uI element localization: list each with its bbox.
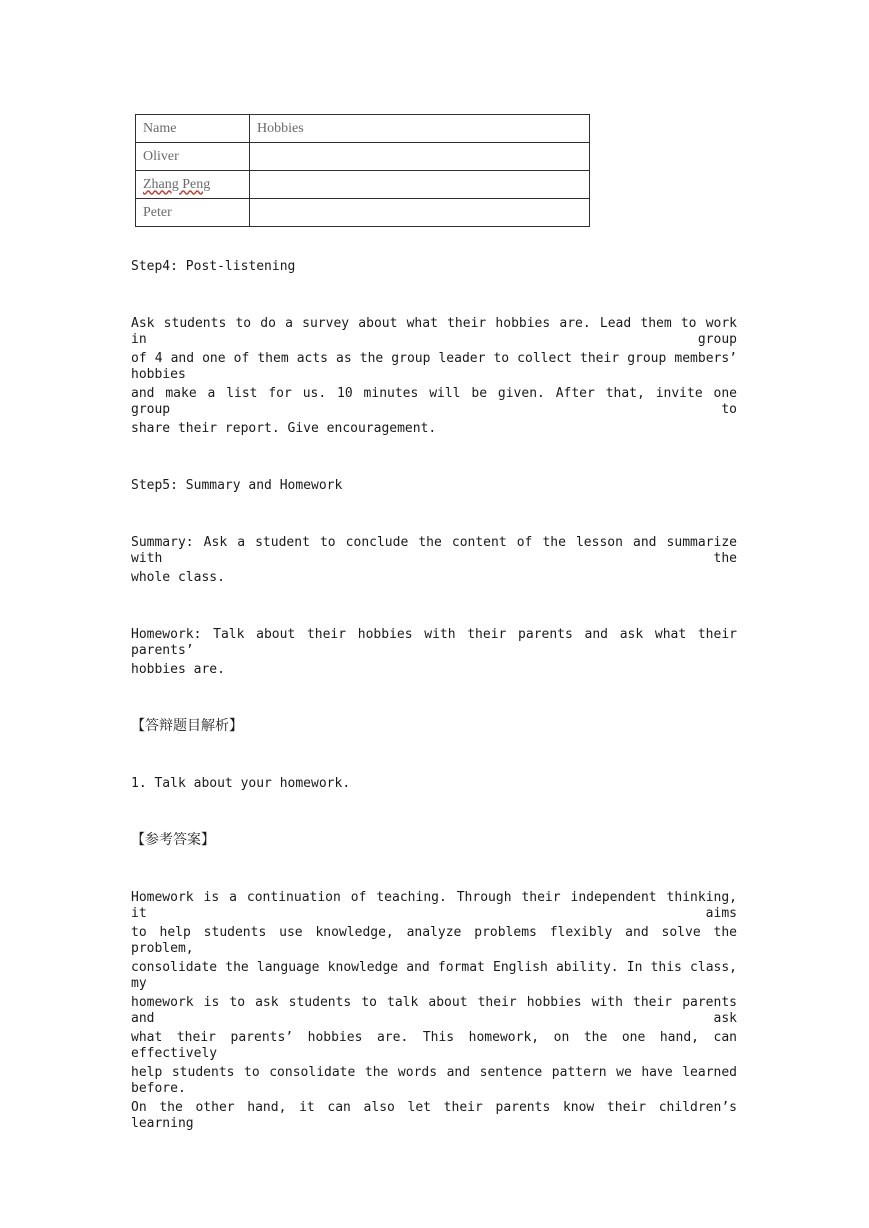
- table-row: [136, 199, 590, 227]
- paragraph-line: of 4 and one of them acts as the group leader to collect their group members’ hobbies: [131, 351, 737, 382]
- paragraph-line: Summary: Ask a student to conclude the content of the lesson and summarize with the: [131, 535, 737, 566]
- table-header-row: [136, 115, 590, 143]
- table-cell-name: Peter: [136, 199, 250, 227]
- table-cell-hobbies: [250, 171, 590, 199]
- table-header-cell: Hobbies: [250, 115, 590, 143]
- step4-heading: Step4: Post-listening: [131, 259, 296, 274]
- paragraph-line: Ask students to do a survey about what their hobbies are. Lead them to work in group: [131, 316, 737, 347]
- table-cell-name: [136, 171, 250, 199]
- hobby-survey-table: [135, 114, 590, 227]
- table-cell-hobbies: [250, 199, 590, 227]
- defense-question: 1. Talk about your homework.: [131, 776, 351, 791]
- paragraph-line: homework is to ask students to talk about their hobbies with their parents and ask: [131, 995, 737, 1026]
- paragraph-line: hobbies are.: [131, 662, 225, 677]
- paragraph-line: consolidate the language knowledge and format English ability. In this class, my: [131, 960, 737, 991]
- paragraph-line: share their report. Give encouragement.: [131, 421, 437, 436]
- paragraph-line: help students to consolidate the words and sentence pattern we have learned before.: [131, 1065, 737, 1096]
- paragraph-line: to help students use knowledge, analyze problems flexibly and solve the problem,: [131, 925, 737, 956]
- step5-heading: Step5: Summary and Homework: [131, 478, 343, 493]
- table-row: [136, 171, 590, 199]
- answer-heading: 【参考答案】: [131, 832, 215, 848]
- table-cell-hobbies: [250, 143, 590, 171]
- table-header-cell: Name: [136, 115, 250, 143]
- paragraph-line: what their parents’ hobbies are. This homework, on the one hand, can effectively: [131, 1030, 737, 1061]
- paragraph-line: On the other hand, it can also let their parents know their children’s learning: [131, 1100, 737, 1131]
- paragraph-line: and make a list for us. 10 minutes will be given. After that, invite one group to: [131, 386, 737, 417]
- spellcheck-underlined-name: Zhang Peng: [143, 176, 211, 192]
- paragraph-line: Homework is a continuation of teaching. Through their independent thinking, it aims: [131, 890, 737, 921]
- table-row: [136, 143, 590, 171]
- paragraph-line: Homework: Talk about their hobbies with their parents and ask what their parents’: [131, 627, 737, 658]
- paragraph-line: whole class.: [131, 570, 225, 585]
- table-cell-name: Oliver: [136, 143, 250, 171]
- defense-heading: 【答辩题目解析】: [131, 718, 243, 734]
